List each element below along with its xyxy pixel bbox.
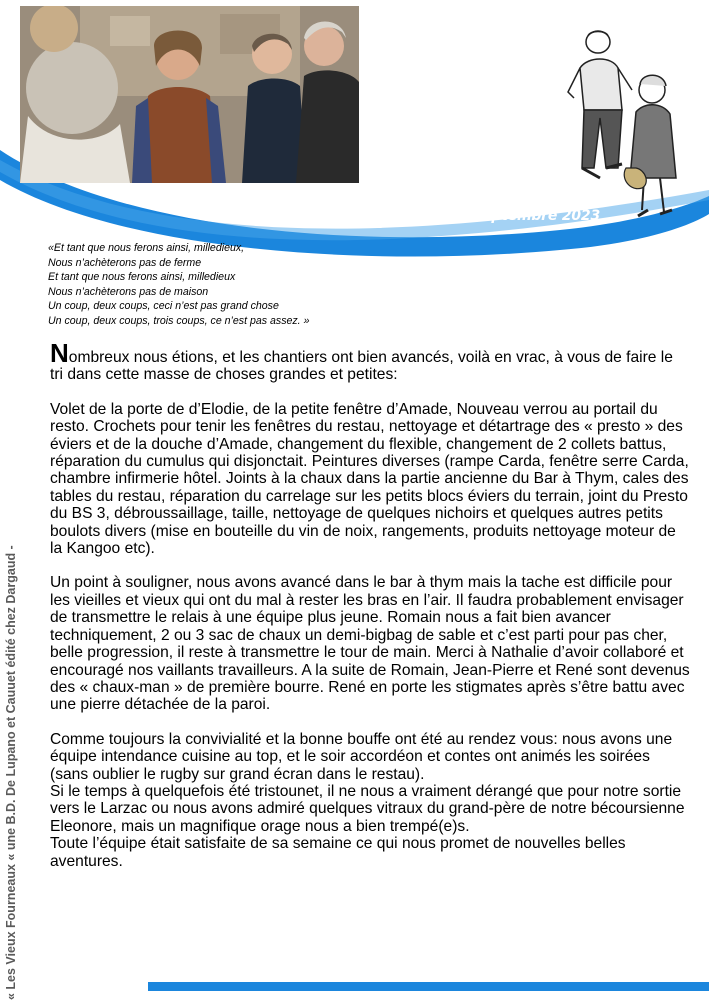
side-credit: « Les Vieux Fourneaux « une B.D. De Lupano et Cauuet édité chez Dargaud - bbox=[4, 545, 18, 1000]
weather-paragraph: Si le temps à quelquefois été tristounet, il ne nous a vraiment dérangé que pour notre sortie vers le Larzac ou nous avons admiré quelques vitraux du grand-père de notre bécoursienne Eleonore, mais un magnifique orage nous a bien trempé(e)s. bbox=[50, 782, 685, 835]
quote-line: «Et tant que nous ferons ainsi, milledieux, bbox=[48, 242, 245, 254]
footer-bar bbox=[148, 982, 709, 991]
quote-line: Un coup, deux coups, ceci n’est pas grand chose bbox=[48, 300, 279, 313]
song-quote bbox=[48, 241, 448, 329]
quote-line: Nous n’achèterons pas de ferme bbox=[48, 256, 202, 269]
group-photo bbox=[20, 6, 359, 183]
quote-line: Et tant que nous ferons ainsi, milledieux bbox=[48, 271, 236, 284]
closing-paragraph: Toute l’équipe était satisfaite de sa semaine ce qui nous promet de nouvelles belles aventures. bbox=[50, 835, 626, 870]
intro-paragraph bbox=[50, 338, 690, 384]
quote-line: Un coup, deux coups, trois coups, ce n’est pas assez. » bbox=[48, 314, 310, 327]
tasks-paragraph: Volet de la porte de d’Elodie, de la petite fenêtre d’Amade, Nouveau verrou au portail du resto. Crochets pour tenir les fenêtres du restau, nettoyage et détartrage des « presto » des éviers et de la douche d’Amade, changement du flexible, changement de 2 collets battus, réparation du cumulus qui disjonctait. Peintures diverses (rampe Carda, fenêtre serre Carda, chambre infirmerie hôtel. Joints à la chaux dans la partie ancienne du Bar à Thym, cales des tables du restau, réparation du carrelage sur les petits blocs éviers du terrain, joint du Presto du BS 3, débroussaillage, taille, nettoyage de quelques nichoirs et quelques autres petits boulots divers (mise en bouteille du vin de noix, rangements, produits nettoyage moteur de la Kangoo etc). bbox=[50, 400, 689, 558]
quote-line: Nous n’achèterons pas de maison bbox=[48, 285, 209, 298]
report-title: Compte rendu chantier « Vieux Fourneaux » bbox=[261, 190, 600, 206]
intro-text: ombreux nous étions, et les chantiers ont bien avancés, voilà en vrac, à vous de faire le tri dans cette masse de choses grandes et petites: bbox=[50, 349, 673, 384]
bar-a-thym-paragraph: Un point à souligner, nous avons avancé dans le bar à thym mais la tache est difficile pour les vieilles et vieux qui ont du mal à rester les bras en l’air. Il faudra probablement envisager de transmettre le relais à une équipe plus jeune. Romain nous a fait bien avancer techniquement, 2 ou 3 sac de chaux un demi-bigbag de sable et c’est parti pour pas cher, belle progression, il reste à transmettre le tour de main. Merci à Nathalie d’avoir collaboré et encouragé nos vaillants travailleurs. A la suite de Romain, Jean-Pierre et René sont devenus des « chaux-man » de première bourre. René en porte les stigmates après s’être battu avec une pierre détachée de la paroi. bbox=[50, 574, 690, 714]
report-body bbox=[50, 338, 690, 870]
report-dates: Du lundi 18 au vendredi 22 septembre 2023 bbox=[260, 208, 600, 224]
drop-cap: N bbox=[50, 338, 69, 368]
conviviality-paragraph: Comme toujours la convivialité et la bonne bouffe ont été au rendez vous: nous avons une équipe intendance cuisine au top, et le soir accordéon et contes ont animés les soirées (sans oublier le rugby sur grand écran dans le restau). bbox=[50, 730, 673, 783]
